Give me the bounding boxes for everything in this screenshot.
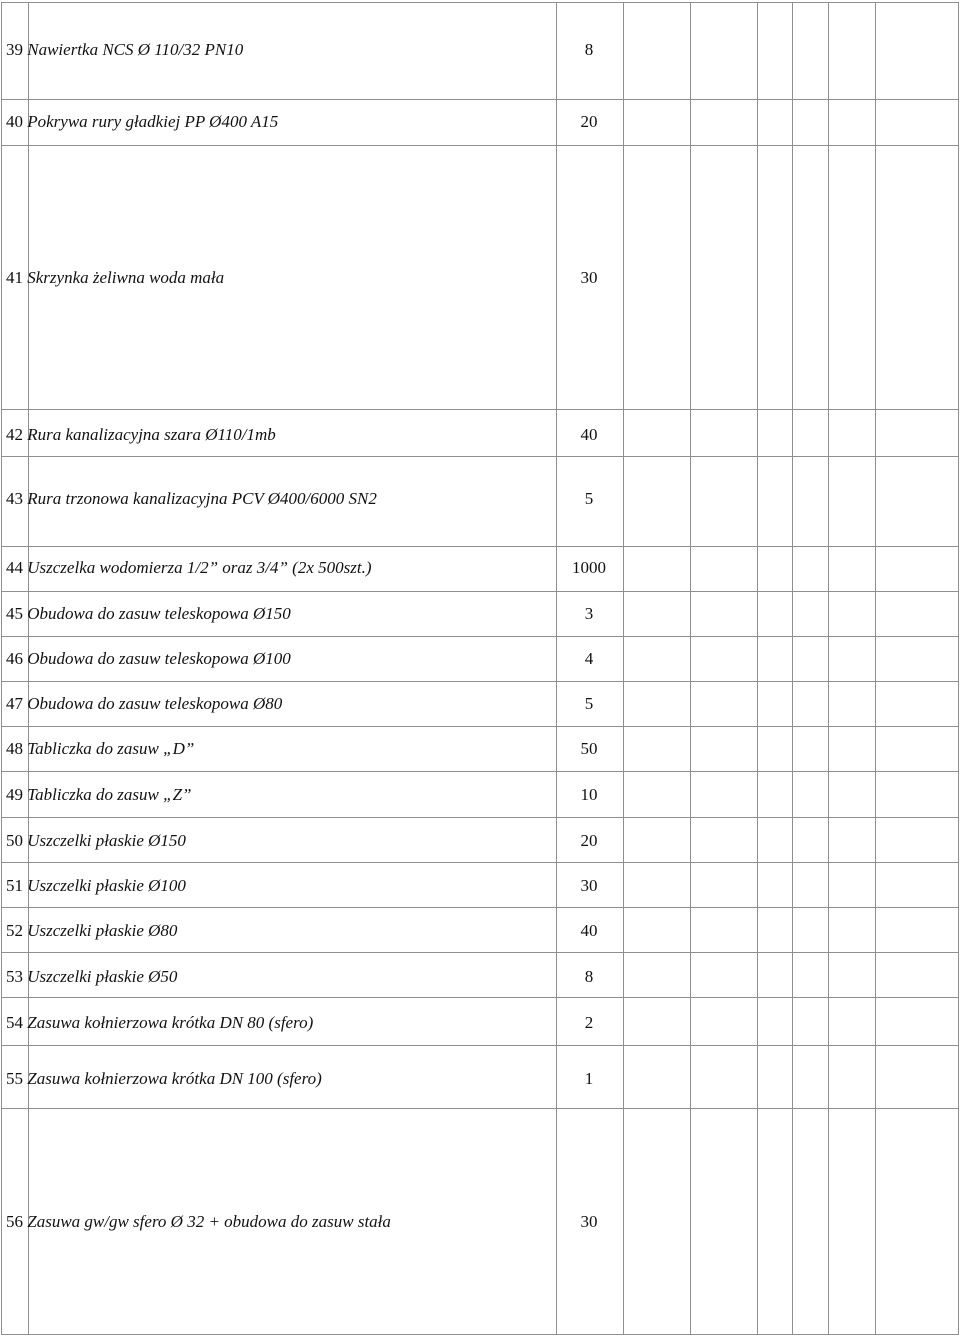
item-name: Tabliczka do zasuw „D” [27, 739, 195, 758]
row-divider [1, 456, 959, 457]
table-row [6, 40, 243, 60]
row-divider [1, 862, 959, 863]
table-row [6, 268, 224, 288]
column-divider [623, 2, 624, 1334]
item-quantity: 8 [584, 967, 594, 986]
table-row [6, 1212, 391, 1232]
item-quantity: 40 [580, 425, 598, 444]
item-quantity: 5 [584, 489, 594, 508]
row-divider [1, 1334, 959, 1335]
item-name: Nawiertka NCS Ø 110/32 PN10 [27, 40, 244, 59]
item-quantity: 30 [580, 876, 598, 895]
table-row [6, 785, 191, 805]
row-number: 49 [6, 785, 28, 804]
row-divider [1, 99, 959, 100]
item-quantity: 20 [580, 112, 598, 131]
item-name: Obudowa do zasuw teleskopowa Ø100 [27, 649, 291, 668]
row-number: 55 [6, 1069, 28, 1088]
row-number: 46 [6, 649, 28, 668]
table-row [6, 1013, 313, 1033]
item-quantity: 30 [580, 1212, 598, 1231]
row-divider [1, 817, 959, 818]
row-divider [1, 546, 959, 547]
column-divider [875, 2, 876, 1334]
row-number: 52 [6, 921, 28, 940]
column-divider [828, 2, 829, 1334]
item-quantity: 10 [580, 785, 598, 804]
row-divider [1, 771, 959, 772]
item-quantity: 1000 [572, 558, 606, 577]
column-divider [958, 2, 959, 1334]
row-divider [1, 997, 959, 998]
item-name: Zasuwa kołnierzowa krótka DN 100 (sfero) [27, 1069, 322, 1088]
item-name: Skrzynka żeliwna woda mała [27, 268, 225, 287]
row-divider [1, 726, 959, 727]
row-number: 39 [6, 40, 28, 59]
row-divider [1, 636, 959, 637]
row-divider [1, 591, 959, 592]
table-row [6, 831, 186, 851]
item-name: Zasuwa kołnierzowa krótka DN 80 (sfero) [27, 1013, 314, 1032]
column-divider [757, 2, 758, 1334]
item-name: Uszczelki płaskie Ø50 [27, 967, 178, 986]
row-divider [1, 952, 959, 953]
row-divider [1, 409, 959, 410]
table-row [6, 739, 194, 759]
row-divider [1, 681, 959, 682]
row-number: 56 [6, 1212, 28, 1231]
table-row [6, 1069, 322, 1089]
row-divider [1, 2, 959, 3]
row-number: 45 [6, 604, 28, 623]
item-name: Zasuwa gw/gw sfero Ø 32 + obudowa do zasuw stała [27, 1212, 391, 1231]
table-row [6, 694, 282, 714]
table-row [6, 876, 186, 896]
table-row [6, 604, 291, 624]
row-number: 43 [6, 489, 28, 508]
row-number: 53 [6, 967, 28, 986]
item-name: Rura trzonowa kanalizacyjna PCV Ø400/6000 SN2 [27, 489, 377, 508]
table-row [6, 967, 177, 987]
item-name: Uszczelki płaskie Ø80 [27, 921, 178, 940]
item-quantity: 30 [580, 268, 598, 287]
table-row [6, 558, 372, 578]
row-number: 51 [6, 876, 28, 895]
item-name: Obudowa do zasuw teleskopowa Ø80 [27, 694, 283, 713]
column-divider [690, 2, 691, 1334]
item-name: Obudowa do zasuw teleskopowa Ø150 [27, 604, 291, 623]
item-quantity: 50 [580, 739, 598, 758]
item-name: Uszczelka wodomierza 1/2” oraz 3/4” (2x 500szt.) [27, 558, 372, 577]
row-divider [1, 1108, 959, 1109]
row-number: 44 [6, 558, 28, 577]
row-number: 47 [6, 694, 28, 713]
row-number: 48 [6, 739, 28, 758]
item-quantity: 20 [580, 831, 598, 850]
row-number: 41 [6, 268, 28, 287]
item-quantity: 1 [584, 1069, 594, 1088]
item-name: Tabliczka do zasuw „Z” [27, 785, 192, 804]
item-quantity: 8 [584, 40, 594, 59]
row-divider [1, 1045, 959, 1046]
table-row [6, 425, 276, 445]
row-divider [1, 145, 959, 146]
row-number: 42 [6, 425, 28, 444]
table-row [6, 489, 377, 509]
row-divider [1, 907, 959, 908]
item-name: Uszczelki płaskie Ø150 [27, 831, 186, 850]
row-number: 50 [6, 831, 28, 850]
column-divider [792, 2, 793, 1334]
item-name: Rura kanalizacyjna szara Ø110/1mb [27, 425, 276, 444]
table-row [6, 649, 291, 669]
item-quantity: 40 [580, 921, 598, 940]
item-quantity: 3 [584, 604, 594, 623]
row-number: 40 [6, 112, 28, 131]
item-name: Uszczelki płaskie Ø100 [27, 876, 186, 895]
item-quantity: 4 [584, 649, 594, 668]
table-row [6, 921, 177, 941]
item-quantity: 5 [584, 694, 594, 713]
item-quantity: 2 [584, 1013, 594, 1032]
table-row [6, 112, 278, 132]
row-number: 54 [6, 1013, 28, 1032]
column-divider [1, 2, 2, 1334]
item-name: Pokrywa rury gładkiej PP Ø400 A15 [27, 112, 279, 131]
